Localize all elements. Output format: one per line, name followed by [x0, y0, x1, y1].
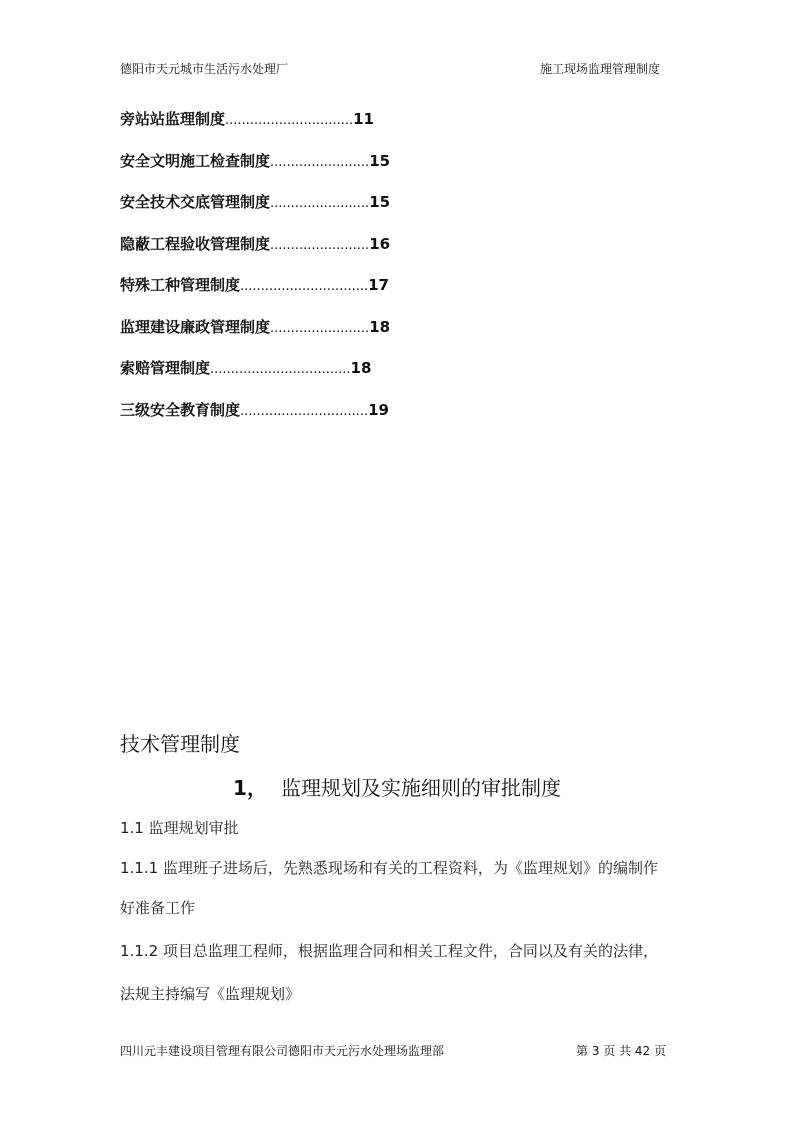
toc-leader-dots: ........................	[270, 196, 370, 211]
toc-entry[interactable]	[120, 274, 680, 316]
paragraph-line: 1.1.1 监理班子进场后，先熟悉现场和有关的工程资料，为《监理规划》的编制作	[120, 859, 658, 877]
toc-entry-label: 安全技术交底管理制度	[120, 193, 271, 211]
toc-entry-label: 安全文明施工检查制度	[120, 151, 271, 170]
toc-entry-page: 15	[369, 193, 391, 211]
toc-entry[interactable]	[120, 357, 680, 399]
page-header-right: 施工现场监理管理制度	[539, 62, 660, 76]
toc-entry[interactable]	[120, 150, 680, 192]
toc-entry-label: 隐蔽工程验收管理制度	[120, 234, 271, 253]
toc-entry-page: 18	[350, 359, 372, 377]
page-number: 第 3 页 共 42 页	[576, 1044, 666, 1058]
toc-entry-page: 15	[369, 151, 391, 170]
toc-leader-dots: ...............................	[240, 279, 369, 294]
toc-entry-label: 索赔管理制度	[120, 359, 211, 377]
toc-entry-page: 17	[368, 276, 389, 294]
toc-entry[interactable]	[120, 233, 680, 275]
toc-leader-dots: ........................	[270, 320, 370, 336]
toc-leader-dots: ..................................	[210, 362, 351, 377]
toc-entry-page: 19	[368, 400, 389, 419]
table-of-contents	[120, 108, 680, 440]
chapter-heading	[0, 772, 794, 801]
toc-leader-dots: ...............................	[240, 403, 369, 419]
toc-entry-label: 特殊工种管理制度	[120, 276, 241, 294]
page-header-left: 德阳市天元城市生活污水处理厂	[120, 62, 289, 76]
subsection-heading: 1.1 监理规划审批	[120, 819, 239, 837]
toc-entry-page: 11	[353, 110, 374, 128]
toc-entry-label: 旁站站监理制度	[120, 110, 226, 128]
toc-entry-label: 监理建设廉政管理制度	[120, 317, 271, 336]
toc-entry[interactable]	[120, 399, 680, 441]
toc-entry[interactable]	[120, 108, 680, 150]
paragraph-line: 1.1.2 项目总监理工程师，根据监理合同和相关工程文件，合同以及有关的法律，	[120, 942, 658, 960]
toc-leader-dots: ...............................	[225, 113, 354, 128]
toc-leader-dots: ........................	[270, 237, 370, 253]
toc-entry[interactable]	[120, 191, 680, 233]
toc-entry[interactable]	[120, 316, 680, 358]
paragraph-line: 法规主持编写《监理规划》	[120, 985, 301, 1003]
toc-leader-dots: ........................	[270, 154, 370, 170]
toc-entry-page: 18	[369, 317, 391, 336]
paragraph-line: 好准备工作	[120, 899, 196, 917]
toc-entry-page: 16	[369, 234, 391, 253]
chapter-number: 1，	[233, 776, 267, 800]
toc-entry-label: 三级安全教育制度	[120, 400, 241, 419]
chapter-title-text: 监理规划及实施细则的审批制度	[280, 776, 561, 800]
page-footer-left: 四川元丰建设项目管理有限公司德阳市天元污水处理场监理部	[120, 1044, 445, 1058]
section-title: 技术管理制度	[120, 732, 240, 756]
